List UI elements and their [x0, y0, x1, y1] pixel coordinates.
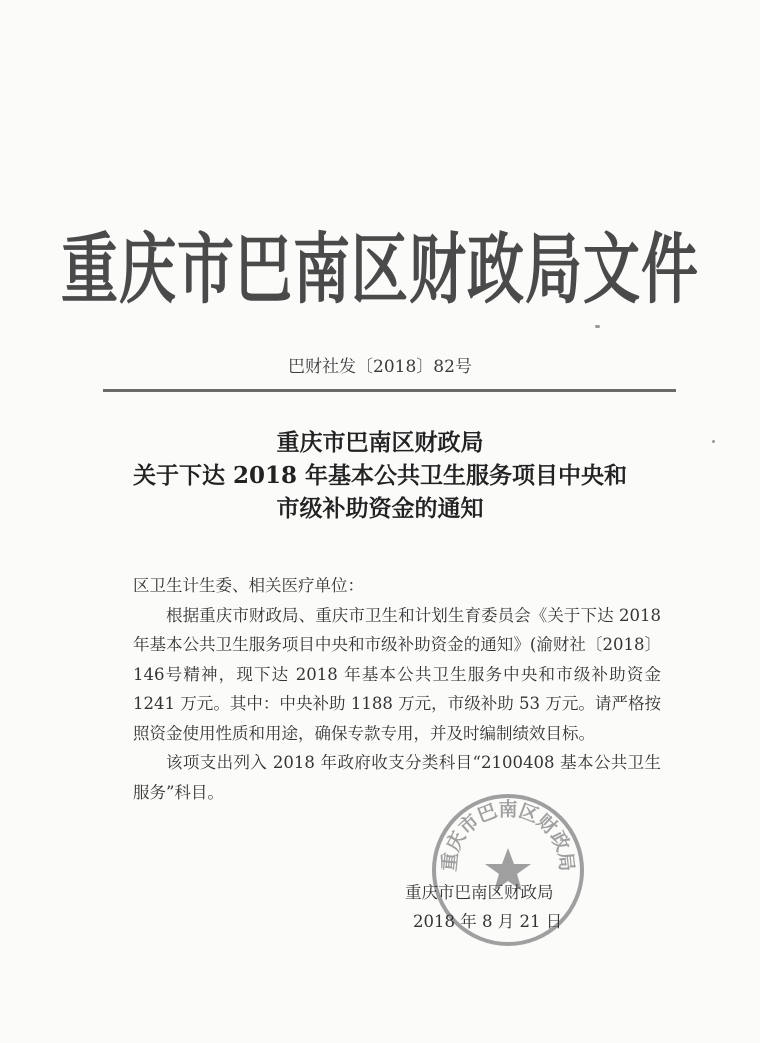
signature-date: 2018 年 8 月 21 日 [413, 912, 563, 931]
salutation: 区卫生计生委、相关医疗单位： [133, 576, 364, 595]
signature-org: 重庆市巴南区财政局 [405, 883, 554, 902]
body-paragraph-2: 该项支出列入 2018 年政府收支分类科目“2100408 基本公共卫生服务”科目。 [133, 753, 661, 802]
signature-block [405, 878, 562, 936]
notice-title-line-3: 市级补助资金的通知 [276, 495, 484, 522]
body-paragraph-1: 根据重庆市财政局、重庆市卫生和计划生育委员会《关于下达 2018 年基本公共卫生服务项目中央和市级补助资金的通知》(渝财社〔2018〕146号精神，现下达 2018 年基本公共卫生服务中央和市级补助资金 1241 万元。其中：中央补助 1188 万元，市级补助 53 万元。请严格按照资金使用性质和用途，确保专款专用，并及时编制绩效目标。 [133, 605, 661, 743]
notice-body [133, 571, 661, 807]
header-divider [103, 389, 676, 392]
document-header-title: 重庆市巴南区财政局文件 [61, 225, 699, 315]
svg-text:重庆市巴南区财政局: 重庆市巴南区财政局 [438, 798, 578, 873]
notice-title [0, 426, 760, 525]
notice-title-line-2: 关于下达 2018 年基本公共卫生服务项目中央和 [132, 462, 628, 489]
notice-title-line-1: 重庆市巴南区财政局 [276, 429, 484, 456]
document-number: 巴财社发〔2018〕82号 [288, 357, 472, 377]
scan-speck [712, 440, 715, 443]
scan-speck [595, 325, 600, 328]
